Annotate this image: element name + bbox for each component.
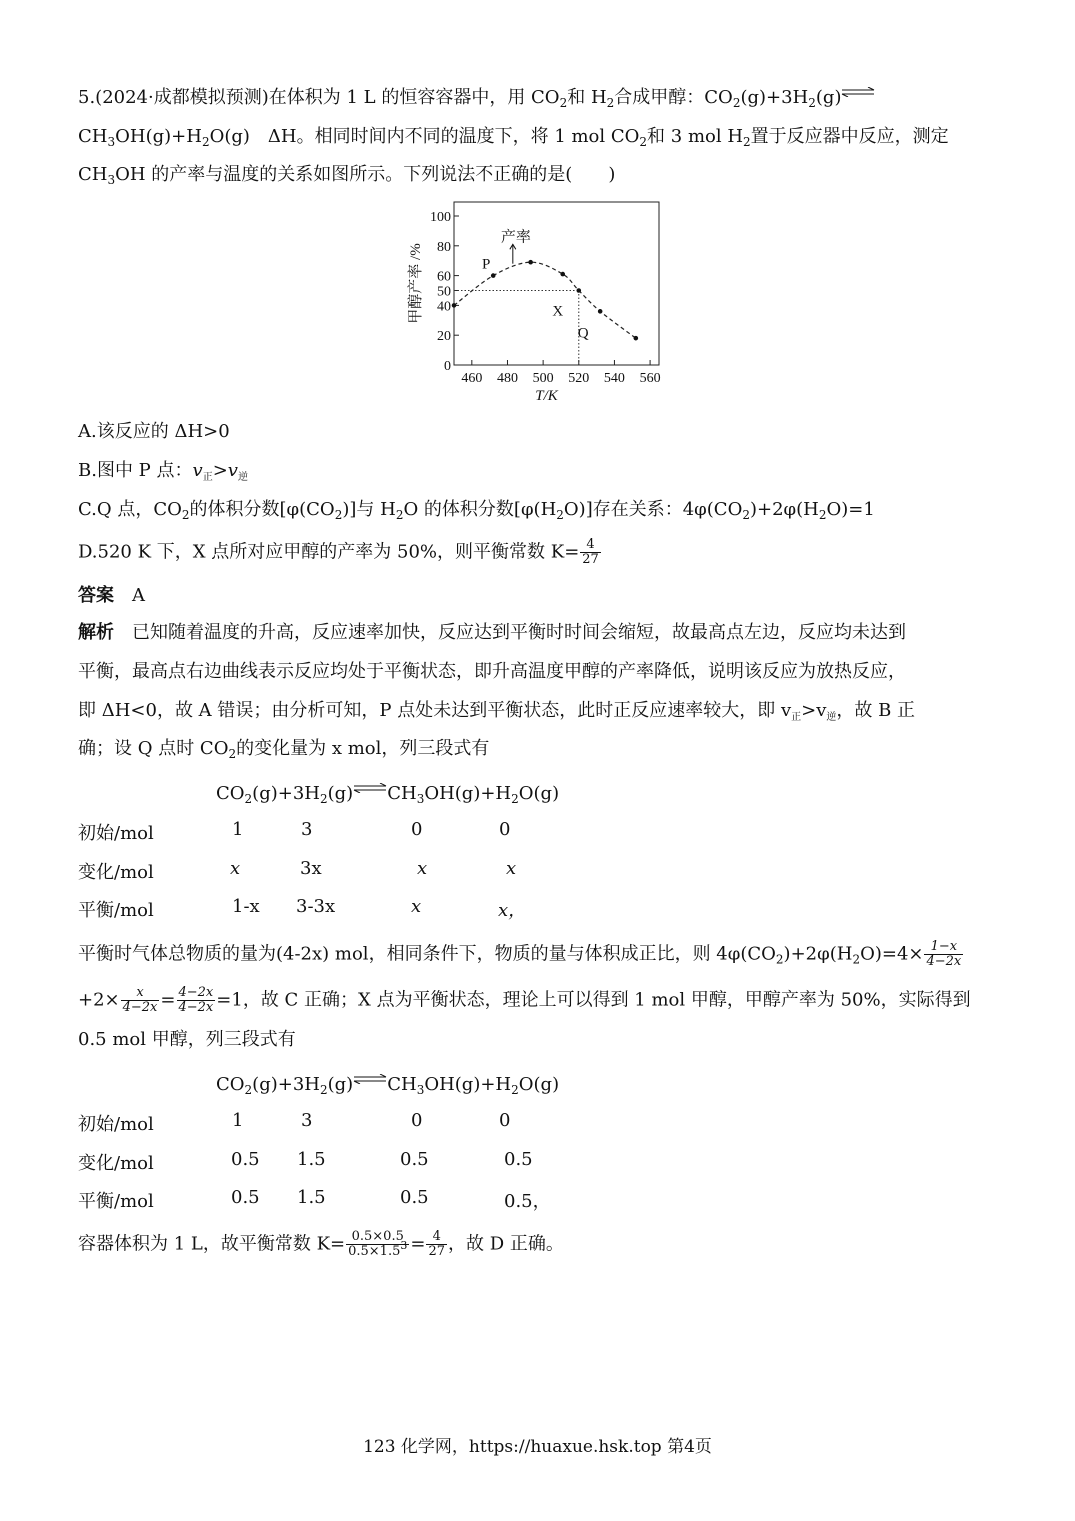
question-line-3: $CH_3OH$ 的产率与温度的关系如图所示。下列说法不正确的是( ) (78, 164, 616, 187)
x-tick-label: 560 (639, 371, 661, 386)
analysis-line-5: 平衡时气体总物质的量为(4-2x) mol，相同条件下，物质的量与体积成正比，则 $4\varphi(CO_2)+2\varphi(H_2O)=4\times$ $\frac{1-x}{4-2x}$ (78, 939, 962, 969)
plot-frame (454, 202, 659, 365)
annotation-label: 产率 (500, 229, 531, 246)
data-point (560, 272, 565, 277)
y-tick-label: 0 (444, 359, 451, 374)
question-line-1: 5.(2024·成都模拟预测)在体积为 1 L 的恒容容器中，用 $CO_2$和 $H_2$合成甲醇：$CO_2(g)+3H_2(g)$ (78, 86, 875, 110)
y-tick-label: 100 (430, 210, 451, 225)
equilibrium-arrow-icon (353, 1074, 387, 1084)
analysis-line-2: 平衡，最高点右边曲线表示反应均处于平衡状态，即升高温度甲醇的产率降低，说明该反应为放热反应， (78, 661, 906, 682)
y-axis-label: 甲醇产率 /% (408, 243, 424, 324)
analysis-label: 解析 (78, 622, 114, 643)
reaction-equation-2: $CO_2(g)+3H_2(g)$ $CH_3OH(g)+H_2O(g)$ (216, 1074, 560, 1097)
x-tick-label: 540 (603, 371, 625, 386)
analysis-line-4: 确；设 Q 点时 $CO_2$的变化量为 x mol，列三段式有 (78, 738, 490, 761)
page-footer: 123 化学网，https://huaxue.hsk.top 第4页 (363, 1437, 712, 1457)
data-point (634, 336, 639, 341)
option-d: D.520 K 下，X 点所对应甲醇的产率为 50%，则平衡常数 K= $\frac{4}{27}$ (78, 537, 599, 567)
reaction-equation-1: $CO_2(g)+3H_2(g)$ $CH_3OH(g)+H_2O(g)$ (216, 783, 560, 806)
x-tick-label: 520 (568, 371, 590, 386)
equilibrium-arrow-icon (353, 783, 387, 793)
y-tick-label: 80 (437, 239, 451, 255)
option-b: B.图中 P 点：$v_正>v_逆$ (78, 460, 248, 483)
option-a: A.该反应的 ΔH>0 (78, 421, 230, 442)
yield-curve (454, 262, 636, 338)
methanol-yield-chart (398, 196, 698, 406)
y-tick-label: 50 (437, 284, 451, 300)
analysis-line-6: +2× $\frac{x}{4-2x}$ = $\frac{4-2x}{4-2x}$ =1，故 C 正确；X 点为平衡状态，理论上可以得到 1 mol 甲醇，甲醇产率为 50%，实际得到 (78, 985, 971, 1015)
question-line-2: $CH_3OH(g)+H_2O(g)$ ΔH。相同时间内不同的温度下，将 1 mol $CO_2$和 3 mol $H_2$置于反应器中反应，测定 (78, 126, 949, 149)
answer-value: A (132, 585, 145, 606)
data-point (491, 273, 496, 278)
x-axis-label: T/K (535, 388, 558, 404)
point-label-q: Q (577, 325, 589, 342)
point-label-x: X (552, 303, 564, 320)
x-tick-label: 480 (496, 371, 518, 386)
analysis-line-7: 0.5 mol 甲醇，列三段式有 (78, 1029, 296, 1050)
answer-label: 答案 (78, 585, 114, 606)
option-c: C.Q 点，$CO_2$的体积分数$[\varphi(CO_2)]$与 $H_2O$ 的体积分数$[\varphi(H_2O)]$存在关系：$4\varphi(CO_2)+2\varphi(H_2O)=1$ (78, 499, 875, 522)
y-tick-label: 60 (437, 269, 451, 285)
point-label-p: P (482, 256, 491, 273)
x-tick-label: 500 (532, 371, 554, 386)
y-tick-label: 20 (437, 329, 451, 345)
data-point (452, 303, 457, 308)
equilibrium-arrow-icon (841, 87, 875, 97)
answer-line (78, 584, 145, 608)
data-point (528, 260, 533, 265)
analysis-line-8: 容器体积为 1 L，故平衡常数 K= $\frac{0.5\times 0.5}{0.5\times 1.5^3}$ = $\frac{4}{27}$ ，故 D 正确。 (78, 1229, 564, 1259)
analysis-line-3: 即 ΔH<0，故 A 错误；由分析可知，P 点处未达到平衡状态，此时正反应速率较大，即 $v_正>v_逆$，故 B 正 (78, 700, 916, 723)
data-point (576, 288, 581, 293)
y-tick-label: 40 (437, 299, 451, 315)
analysis-line-1: 解析 已知随着温度的升高，反应速率加快，反应达到平衡时时间会缩短，故最高点左边，反应均未达到 (78, 622, 906, 643)
data-point (598, 309, 603, 314)
x-tick-label: 460 (461, 371, 483, 386)
